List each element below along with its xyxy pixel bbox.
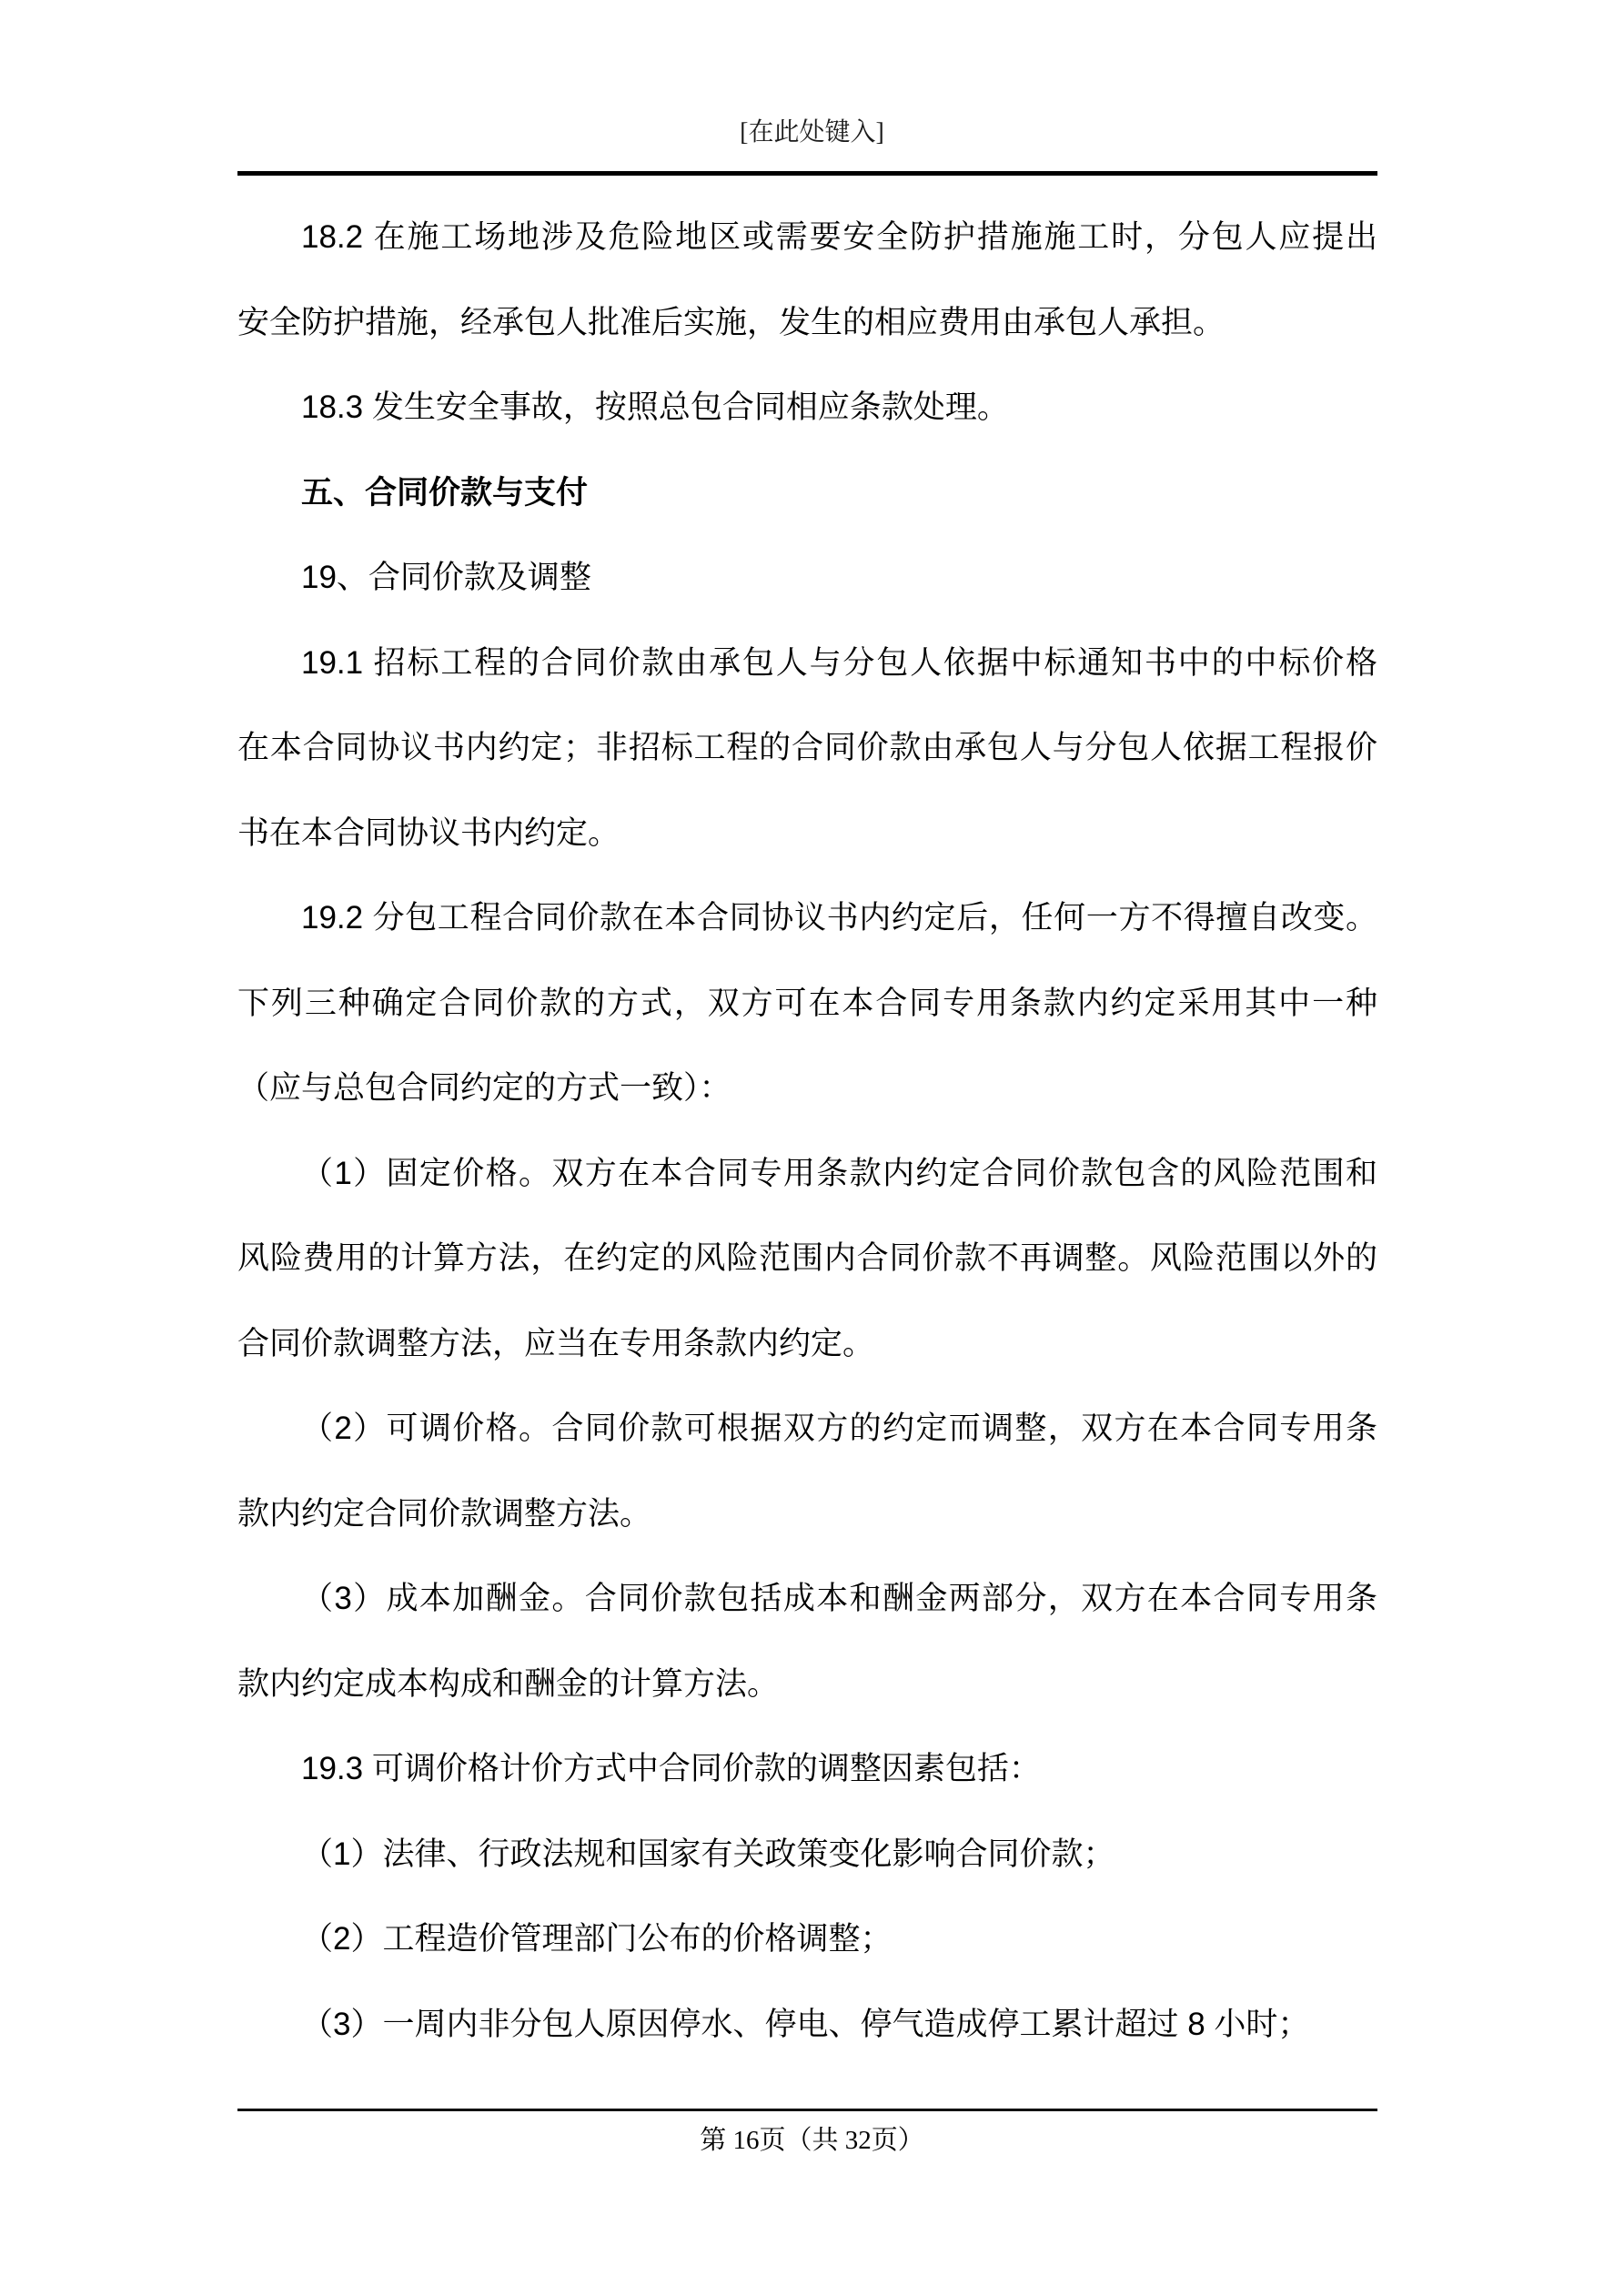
text-line: 19.1 招标工程的合同价款由承包人与分包人依据中标通知书中的中标价格 [301,644,1377,681]
text-line: 19.2 分包工程合同价款在本合同协议书内约定后，任何一方不得擅自改变。 [301,900,1377,936]
header-placeholder-text: [在此处键入] [740,118,884,147]
page-number-text: 第 16页（共 32页） [700,2126,924,2155]
text-line: 款内约定合同价款调整方法。 [237,1495,652,1532]
text-line: 19、合同价款及调整 [301,560,591,595]
text-line: 合同价款调整方法，应当在专用条款内约定。 [237,1325,875,1361]
document-body [237,195,1377,2067]
text-line: 风险费用的计算方法，在约定的风险范围内合同价款不再调整。风险范围以外的 [237,1240,1377,1276]
text-line: （3）成本加酬金。合同价款包括成本和酬金两部分，双方在本合同专用条 [301,1581,1377,1616]
text-line: 19.3 可调价格计价方式中合同价款的调整因素包括： [301,1751,1041,1786]
text-line: 五、合同价款与支付 [301,474,589,511]
text-line: （应与总包合同约定的方式一致）： [237,1070,731,1106]
text-line: （3）一周内非分包人原因停水、停电、停气造成停工累计超过 8 小时； [301,2006,1310,2042]
text-line: （2）工程造价管理部门公布的价格调整； [301,1921,893,1957]
text-line: 在本合同协议书内约定；非招标工程的合同价款由承包人与分包人依据工程报价 [237,730,1377,765]
text-line: （1）固定价格。双方在本合同专用条款内约定合同价款包含的风险范围和 [301,1155,1377,1191]
footer-rule [237,2109,1377,2111]
text-line: 18.2 在施工场地涉及危险地区或需要安全防护措施施工时，分包人应提出 [301,219,1377,255]
header-rule [237,171,1377,176]
text-line: （1）法律、行政法规和国家有关政策变化影响合同价款； [301,1836,1115,1872]
text-line: 书在本合同协议书内约定。 [237,814,620,851]
text-line: （2）可调价格。合同价款可根据双方的约定而调整，双方在本合同专用条 [301,1411,1377,1446]
text-line: 安全防护措施，经承包人批准后实施，发生的相应费用由承包人承担。 [237,304,1226,340]
text-line: 18.3 发生安全事故，按照总包合同相应条款处理。 [301,389,1009,425]
text-line: 下列三种确定合同价款的方式，双方可在本合同专用条款内约定采用其中一种 [237,985,1377,1021]
text-line: 款内约定成本构成和酬金的计算方法。 [237,1665,780,1702]
